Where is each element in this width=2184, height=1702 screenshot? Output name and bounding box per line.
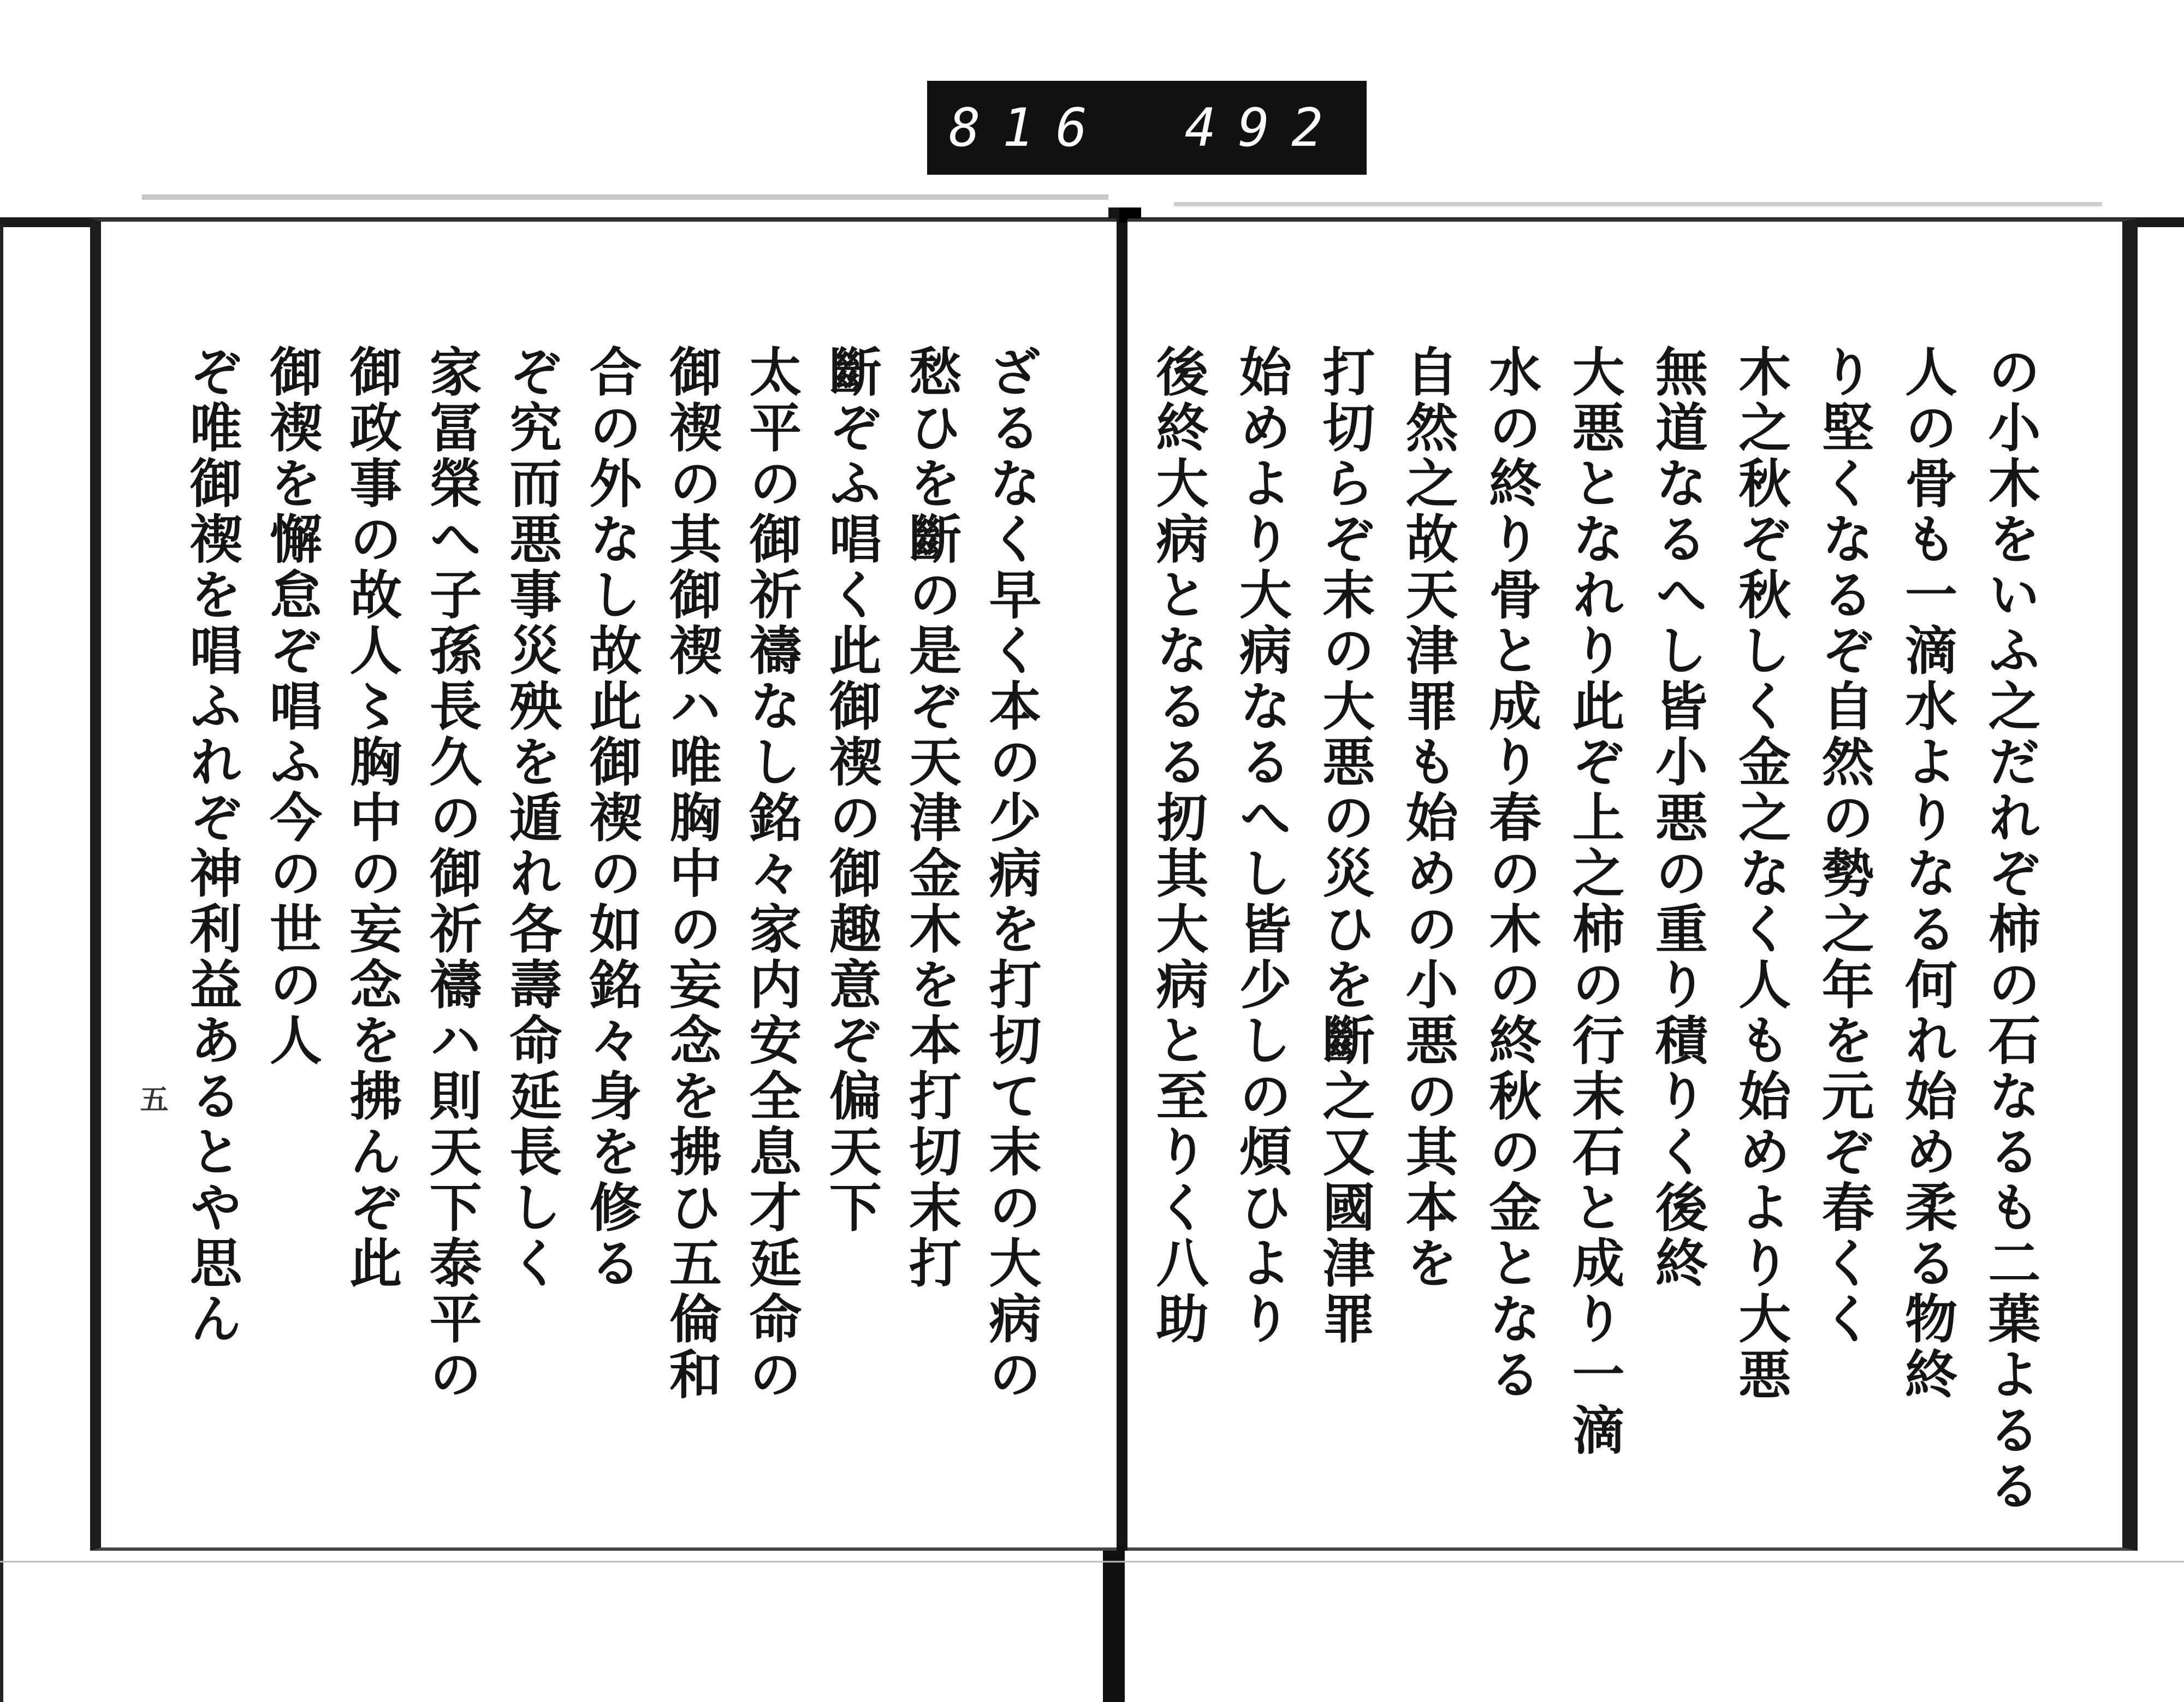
left-page [90, 218, 1117, 1551]
right-page-text [1148, 345, 2041, 1514]
text-column: 御禊を懈怠ぞ唱ふ今の世の人 [261, 345, 323, 1069]
left-page-text [181, 345, 1042, 1469]
text-column: 無道なるへし皆小悪の重り積りく後終 [1647, 345, 1709, 1291]
text-column: 自然之故天津罪も始めの小悪の其本を [1397, 345, 1459, 1291]
text-column: 御禊の其御禊ハ唯胸中の妄念を拂ひ五倫和 [661, 345, 723, 1403]
text-column: 合の外なし故此御禊の如銘々身を修る [580, 345, 643, 1291]
text-column: 家冨榮へ子孫長久の御祈禱ハ則天下泰平の [421, 345, 483, 1403]
text-column: 太平の御祈禱なし銘々家内安全息才延命の [740, 345, 803, 1403]
call-number-label [927, 81, 1367, 175]
text-column: り堅くなるぞ自然の勢之年を元ぞ春くく [1813, 345, 1876, 1347]
gutter-bottom [1103, 1545, 1125, 1702]
top-edge-noise [142, 194, 1108, 200]
text-column: 後終大病となるる扨其大病と至りく八助 [1148, 345, 1209, 1347]
text-column: 愁ひを斷の是ぞ天津金木を本打切末打 [900, 345, 963, 1291]
text-column: ざるなく早く本の少病を打切て末の大病の [980, 345, 1042, 1403]
text-column: 人の骨も一滴水よりなる何れ始め柔る物終 [1896, 345, 1959, 1403]
call-number-right: 492 [1184, 97, 1345, 158]
text-column: 打切らぞ末の大悪の災ひを斷之又國津罪 [1314, 345, 1376, 1347]
right-page [1127, 218, 2138, 1551]
text-column: ぞ究而悪事災殃を遁れ各壽命延長しく [501, 345, 563, 1291]
text-column: 斷ぞふ唱く此御禊の御趣意ぞ偏天下 [821, 345, 883, 1236]
text-column: 水の終り骨と成り春の木の終秋の金となる [1480, 345, 1542, 1403]
text-column: 御政事の故人〻胸中の妄念を拂んぞ此 [341, 345, 403, 1291]
text-column: ぞ唯御禊を唱ふれぞ神利益あるとや思ん [181, 345, 243, 1347]
left-binding [0, 224, 3, 1702]
top-edge-noise-right [1174, 202, 2102, 206]
text-column: 木之秋ぞ秋しく金之なく人も始めより大悪 [1730, 345, 1792, 1403]
text-column: 始めより大病なるへし皆少しの煩ひより [1231, 345, 1293, 1347]
text-column: 大悪となれり此ぞ上之柿の行末石と成り一滴 [1563, 345, 1625, 1458]
call-number-left: 816 [949, 97, 1109, 158]
page-number: 五 [135, 1084, 168, 1113]
text-column: の小木をいふ之だれぞ柿の石なるも二葉よるる [1979, 345, 2041, 1514]
